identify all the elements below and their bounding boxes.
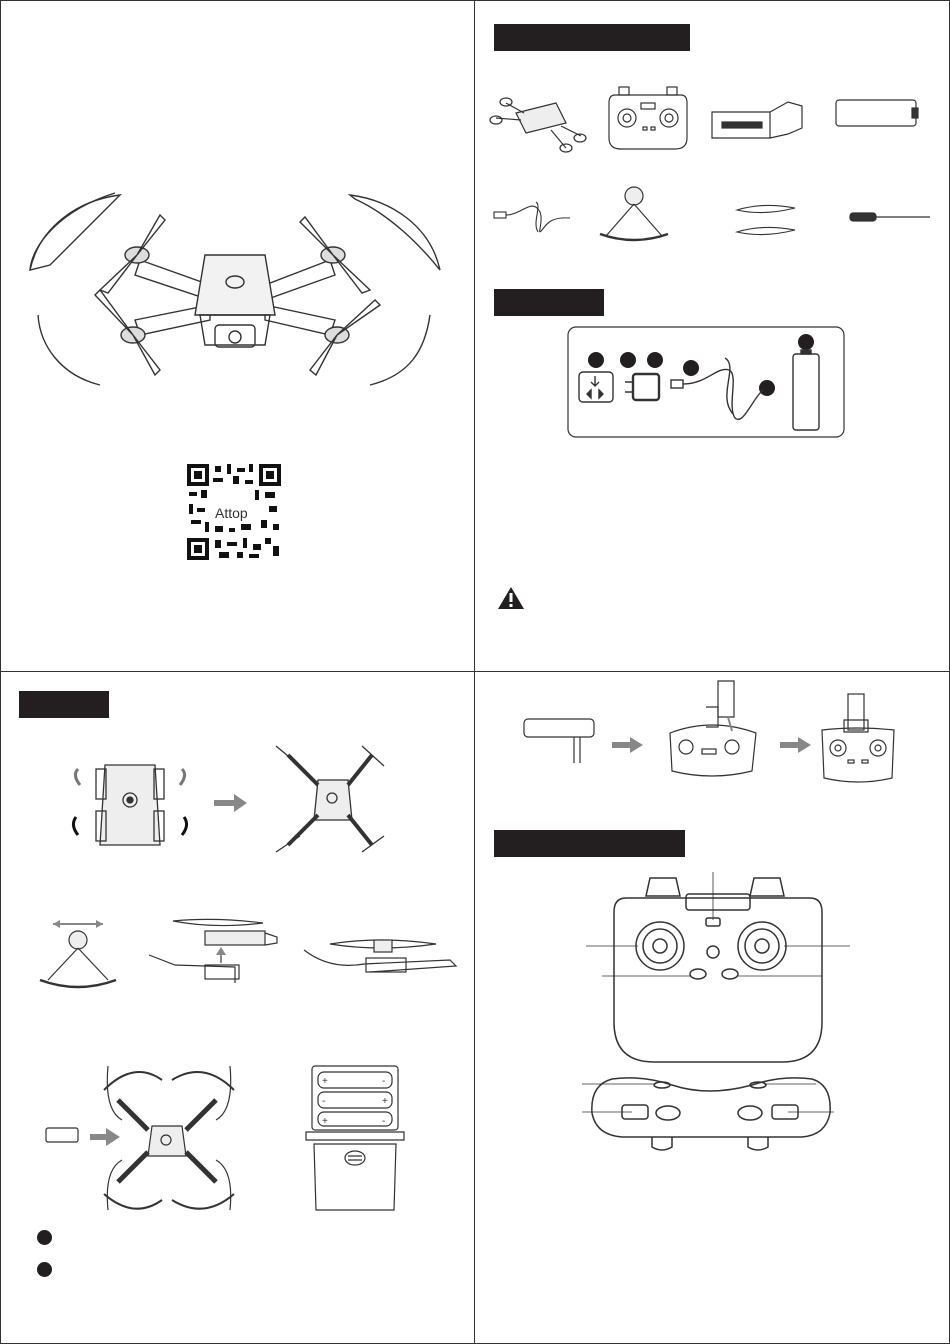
battery-item [834,98,920,128]
step-bullet-2 [37,1262,52,1277]
assembly-header [19,691,109,718]
battery-insert-step [44,1060,244,1212]
landing-stand-item [598,184,670,244]
screwdriver-item [848,210,932,224]
controller-front-diagram [586,872,850,1067]
controller-battery-compartment [300,1062,410,1214]
package-contents-header [494,24,690,51]
controller-with-holder-result [818,690,898,785]
usb-cable-item [492,192,572,242]
spare-propellers-item [733,200,799,242]
propeller-install-step [145,915,280,990]
svg-text:-: - [322,1096,326,1107]
controller-top-diagram [582,1075,840,1155]
drone-folded-item [486,88,586,158]
qr-label: Attop [215,505,248,521]
phone-holder-item [708,98,804,146]
arrow-right-icon [214,793,248,813]
holder-attach-controller-step [662,677,762,782]
svg-text:+: + [322,1116,328,1127]
charging-header [494,289,604,316]
drone-unfolded-step [270,740,390,865]
remote-controller-item [607,83,689,153]
warning-triangle-icon [497,586,525,610]
step-bullet-1 [37,1230,52,1245]
landing-stand-step [38,914,118,994]
horizontal-divider [0,671,950,672]
vertical-divider [474,0,475,1344]
svg-text:+: + [322,1076,328,1087]
phone-holder-step [520,715,600,765]
svg-text:+: + [382,1096,388,1107]
charging-diagram [567,326,845,438]
propeller-installed-step [300,930,460,985]
controller-header [494,830,685,857]
svg-text:-: - [382,1076,386,1087]
svg-text:-: - [382,1116,386,1127]
arrow-right-icon-3 [780,736,812,754]
drone-unfold-step [60,755,200,855]
drone-with-guards-illustration [20,185,450,395]
arrow-right-icon-2 [612,736,644,754]
